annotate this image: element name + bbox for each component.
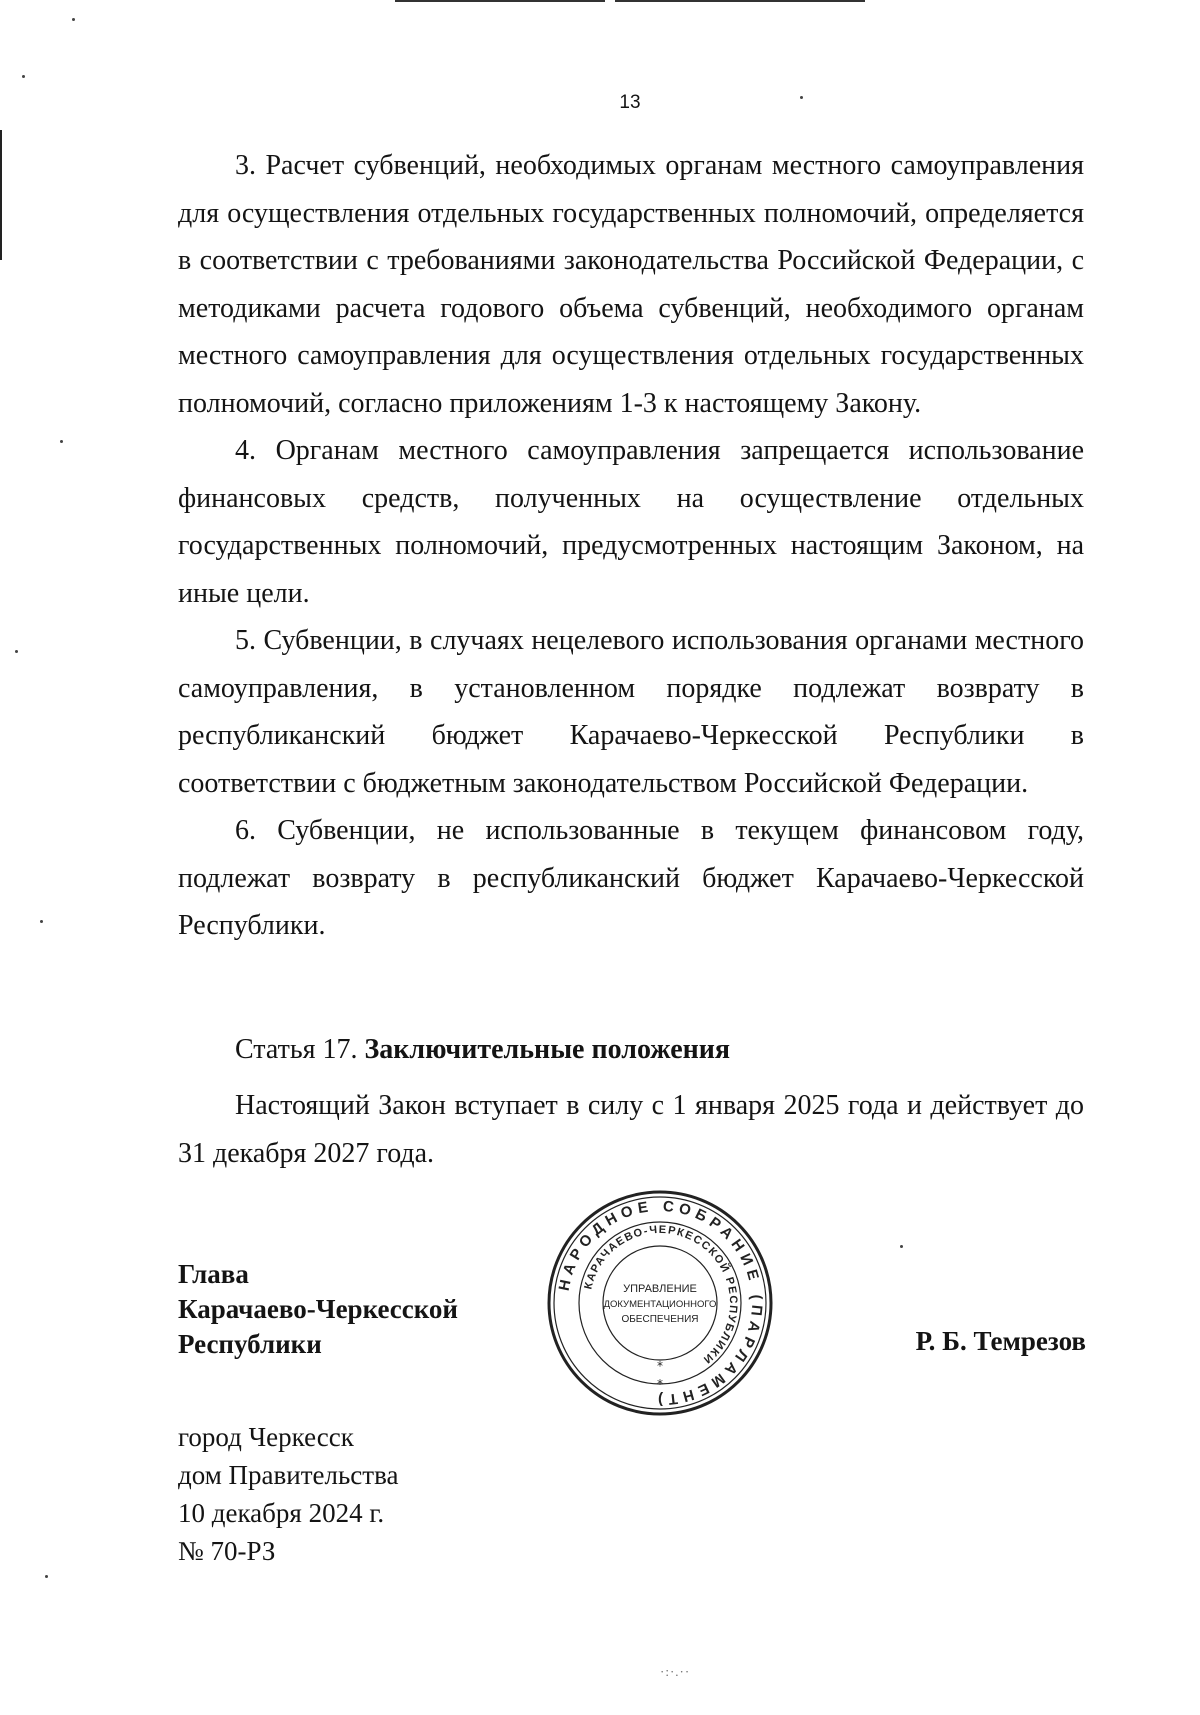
paragraph-5: 5. Субвенции, в случаях нецелевого использования органами местного самоуправления, в установленном порядке подлежат возврату в республиканский бюджет Карачаево-Черкесской Республики в соответствии с бюджетным законодательством Российской Федерации. xyxy=(178,625,1084,799)
seal-center-line: ДОКУМЕНТАЦИОННОГО xyxy=(603,1299,717,1310)
seal-inner-text: КАРАЧАЕВО-ЧЕРКЕССКОЙ РЕСПУБЛИКИ xyxy=(582,1223,740,1367)
scan-speck xyxy=(60,440,63,443)
law-number: № 70-РЗ xyxy=(178,1536,276,1566)
signer-name: Р. Б. Темрезов xyxy=(915,1326,1086,1356)
article-text: Настоящий Закон вступает в силу с 1 января 2025 года и действует до 31 декабря 2027 года. xyxy=(178,1090,1084,1169)
seal-center-line: УПРАВЛЕНИЕ xyxy=(623,1283,697,1295)
scan-speck xyxy=(22,75,25,78)
signer-title-line: Карачаево-Черкесской xyxy=(178,1294,458,1324)
article-number: Статья 17. xyxy=(235,1034,365,1065)
building: дом Правительства xyxy=(178,1460,399,1490)
scan-footer-smudge: ·:·.·· xyxy=(660,1664,691,1679)
article-title: Заключительные положения xyxy=(364,1034,731,1065)
official-seal xyxy=(545,1188,775,1418)
seal-outer-text: НАРОДНОЕ СОБРАНИЕ (ПАРЛАМЕНТ) xyxy=(555,1197,766,1409)
body-text xyxy=(178,142,1084,950)
star-icon: * xyxy=(657,1377,663,1391)
paragraph-6: 6. Субвенции, не использованные в текущем финансовом году, подлежат возврату в республиканский бюджет Карачаево-Черкесской Республики. xyxy=(178,815,1084,941)
scan-edge-line xyxy=(615,0,865,2)
scan-speck xyxy=(72,18,75,21)
seal-center-line: ОБЕСПЕЧЕНИЯ xyxy=(621,1314,699,1325)
paragraph-4: 4. Органам местного самоуправления запрещается использование финансовых средств, полученных на осуществление отдельных государственных полномочий, предусмотренных настоящим Законом, на иные цели. xyxy=(178,435,1084,609)
scan-edge-bar xyxy=(0,130,2,260)
scan-speck xyxy=(40,920,43,923)
scan-speck xyxy=(45,1575,48,1578)
article-heading xyxy=(235,1030,730,1070)
paragraph-3: 3. Расчет субвенций, необходимых органам местного самоуправления для осуществления отдельных государственных полномочий, определяется в соответствии с требованиями законодательства Российской Федерации, с методиками расчета годового объема субвенций, необходимого органам местного самоуправления для осуществления отдельных государственных полномочий, согласно приложениям 1-3 к настоящему Закону. xyxy=(178,150,1084,419)
signer-title-line: Республики xyxy=(178,1329,322,1359)
scan-speck xyxy=(15,650,18,653)
signer-title xyxy=(178,1257,458,1362)
city: город Черкесск xyxy=(178,1422,354,1452)
place-date-block xyxy=(178,1418,398,1570)
page-number: 13 xyxy=(619,92,641,113)
svg-text:КАРАЧАЕВО-ЧЕРКЕССКОЙ РЕСПУБЛИК xyxy=(582,1224,739,1366)
signer-title-line: Глава xyxy=(178,1259,249,1289)
signing-date: 10 декабря 2024 г. xyxy=(178,1498,385,1528)
scan-speck xyxy=(900,1245,903,1248)
star-icon: * xyxy=(657,1359,663,1373)
scan-edge-line xyxy=(395,0,605,2)
